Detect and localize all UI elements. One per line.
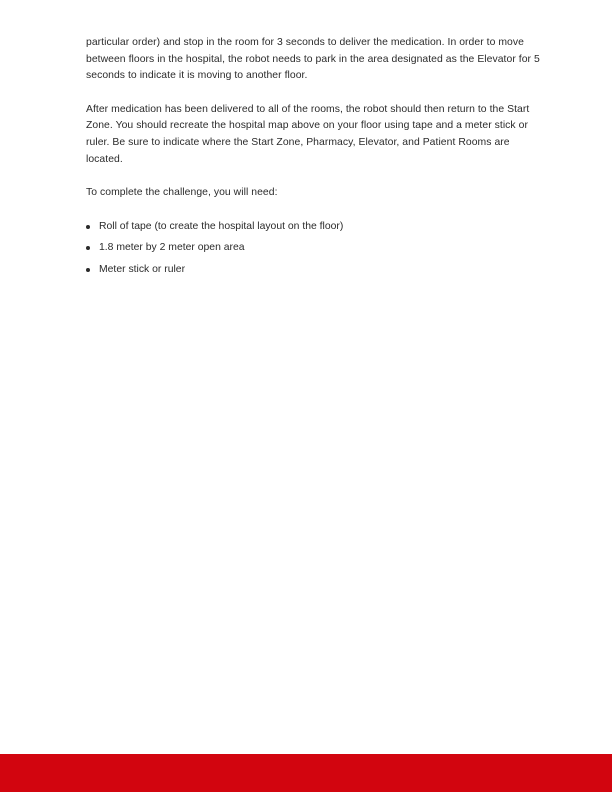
- list-item-text: Meter stick or ruler: [99, 263, 186, 275]
- list-item-text: 1.8 meter by 2 meter open area: [99, 242, 245, 254]
- paragraph-return-start-zone: After medication has been delivered to all of the rooms, the robot should then return to the Start Zone. You should recreate the hospital map above on your floor using tape and a meter stick or ruler. Be sure to indicate where the Start Zone, Pharmacy, Elevator, and Patient Rooms are located.: [86, 103, 530, 165]
- list-item: [86, 240, 546, 257]
- list-item: [86, 262, 546, 279]
- footer-bar: [0, 754, 612, 792]
- paragraph-medication-delivery: particular order) and stop in the room for 3 seconds to deliver the medication. In order to move between floors in the hospital, the robot needs to park in the area designated as the Elevator for 5 seconds to indicate it is moving to another floor.: [86, 37, 540, 82]
- bullet-icon: [86, 246, 90, 250]
- list-item: [86, 219, 546, 236]
- bullet-icon: [86, 225, 90, 229]
- document-body: [86, 35, 546, 284]
- paragraph-requirements-intro: To complete the challenge, you will need:: [86, 187, 278, 199]
- bullet-icon: [86, 268, 90, 272]
- list-item-text: Roll of tape (to create the hospital layout on the floor): [99, 220, 344, 232]
- materials-list: [86, 219, 546, 279]
